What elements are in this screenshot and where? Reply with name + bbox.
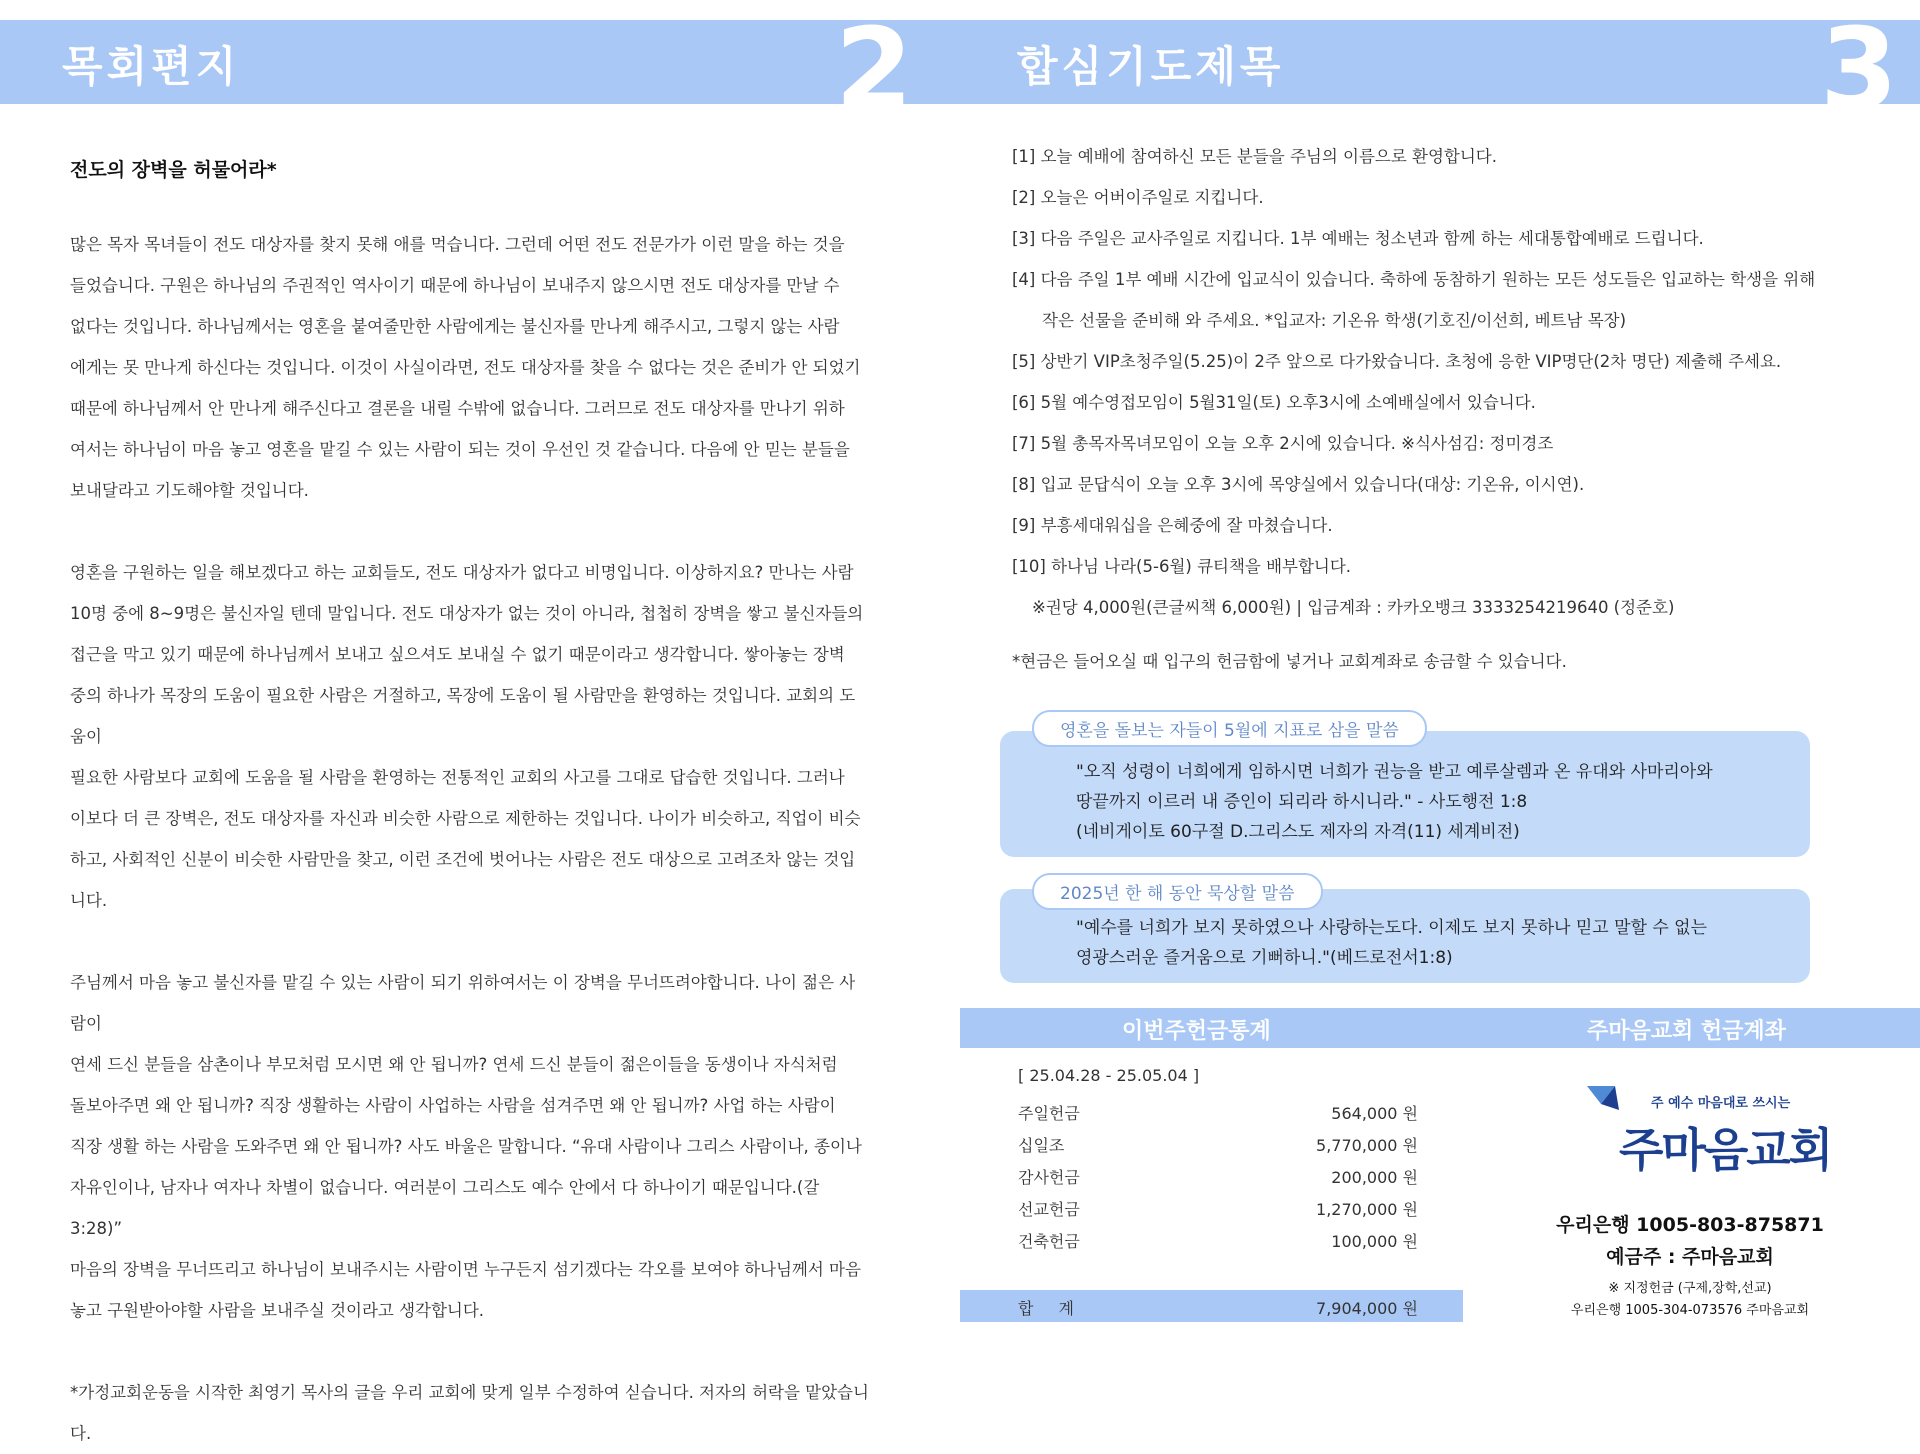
pastoral-letter (70, 155, 870, 1454)
letter-paragraph-2: 영혼을 구원하는 일을 해보겠다고 하는 교회들도, 전도 대상자가 없다고 비명입니다. 이상하지요? 만나는 사람 10명 중에 8~9명은 불신자일 텐데 말입니다. 전도 대상자가 없는 것이 아니라, 첩첩히 장벽을 쌓고 불신자들의 접근을 막고 있기 때문에 하나님께서 보내고 싶으셔도 보내실 수 없기 때문이라고 생각합니다. 쌓아놓는 장벽 중의 하나가 목장의 도움이 필요한 사람은 거절하고, 목장에 도움이 될 사람만을 환영하는 것입니다. 교회의 도움이 필요한 사람보다 교회에 도움을 될 사람을 환영하는 전통적인 교회의 사고를 그대로 답습한 것입니다. 그러나 이보다 더 큰 장벽은, 전도 대상자를 자신과 비슷한 사람으로 제한하는 것입니다. 나이가 비슷하고, 직업이 비슷 하고, 사회적인 신분이 비슷한 사람만을 찾고, 이런 조건에 벗어나는 사람은 전도 대상으로 고려조차 않는 것입니다. (70, 563, 864, 910)
stats-row-label: 감사헌금 (1018, 1168, 1080, 1187)
bank-account: 우리은행 1005-803-875871 (1556, 1214, 1824, 1236)
left-banner-title: 목회편지 (62, 42, 241, 91)
stats-row-label: 주일헌금 (1018, 1104, 1080, 1123)
church-logo (1585, 1080, 1832, 1177)
prayer-item: ※권당 4,000원(큰글씨책 6,000원) | 입금계좌 : 카카오뱅크 3333254219640 (정준호) (1032, 598, 1675, 617)
letter-title: 전도의 장벽을 허물어라* (70, 159, 277, 181)
verse-may-tab: 영혼을 돌보는 자들이 5월에 지표로 삼을 말씀 (1032, 710, 1427, 747)
designated-offering-note: ※ 지정헌금 (구제,장학,선교) (1608, 1281, 1772, 1296)
prayer-item: [9] 부흥세대워십을 은혜중에 잘 마쳤습니다. (1012, 516, 1333, 535)
stats-row-value: 5,770,000 원 (1316, 1136, 1418, 1155)
account-title: 주마음교회 헌금계좌 (1587, 1018, 1786, 1044)
stats-row-label: 십일조 (1018, 1136, 1065, 1155)
logo-subtitle: 주 예수 마음대로 쓰시는 (1651, 1096, 1791, 1111)
right-page-number: 3 (1820, 5, 1898, 135)
prayer-item: [1] 오늘 예배에 참여하신 모든 분들을 주님의 이름으로 환영합니다. (1012, 147, 1497, 166)
stats-total-value: 7,904,000 원 (1316, 1299, 1418, 1318)
verse-year-tab: 2025년 한 해 동안 묵상할 말씀 (1032, 873, 1323, 910)
prayer-item: [5] 상반기 VIP초청주일(5.25)이 2주 앞으로 다가왔습니다. 초청에 응한 VIP명단(2차 명단) 제출해 주세요. (1012, 352, 1782, 371)
stats-total-row (960, 1290, 1463, 1322)
prayer-list (1012, 136, 1842, 628)
logo-wordmark: 주마음교회 (1619, 1123, 1832, 1177)
stats-row-value: 100,000 원 (1331, 1232, 1418, 1251)
stats-total-label: 합 계 (1018, 1299, 1084, 1318)
stats-table (1018, 1101, 1418, 1261)
prayer-item: [6] 5월 예수영접모임이 5월31일(토) 오후3시에 소예배실에서 있습니다. (1012, 393, 1536, 412)
stats-header-bar (960, 1008, 1920, 1048)
verse-box-may (1000, 731, 1810, 857)
letter-paragraph-1: 많은 목자 목녀들이 전도 대상자를 찾지 못해 애를 먹습니다. 그런데 어떤 전도 전문가가 이런 말을 하는 것을 들었습니다. 구원은 하나님의 주권적인 역사이기 때문에 하나님이 보내주지 않으시면 전도 대상자를 만날 수 없다는 것입니다. 하나님께서는 영혼을 붙여줄만한 사람에게는 불신자를 만나게 해주시고, 그렇지 않는 사람 에게는 못 만나게 하신다는 것입니다. 이것이 사실이라면, 전도 대상자를 찾을 수 없다는 것은 준비가 안 되었기 때문에 하나님께서 안 만나게 해주신다고 결론을 내릴 수밖에 없습니다. 그러므로 전도 대상자를 만나기 위하 여서는 하나님이 마음 놓고 영혼을 맡길 수 있는 사람이 되는 것이 우선인 것 같습니다. 다음에 안 믿는 분들을 보내달라고 기도해야할 것입니다. (70, 235, 861, 500)
verse-may-text: "오직 성령이 너희에게 임하시면 너희가 권능을 받고 예루살렘과 온 유대와 사마리아와 땅끝까지 이르러 내 증인이 되리라 하시니라." - 사도행전 1:8 (네비게이토 60구절 D.그리스도 제자의 자격(11) 세계비전) (1076, 762, 1713, 842)
prayer-item: [3] 다음 주일은 교사주일로 지킵니다. 1부 예배는 청소년과 함께 하는 세대통합예배로 드립니다. (1012, 229, 1704, 248)
stats-period: [ 25.04.28 - 25.05.04 ] (1018, 1066, 1200, 1085)
stats-row-value: 564,000 원 (1331, 1104, 1418, 1123)
stats-row-label: 선교헌금 (1018, 1200, 1080, 1219)
stats-title: 이번주헌금통계 (1122, 1018, 1271, 1044)
left-page-number: 2 (835, 5, 913, 135)
account-holder: 예금주 : 주마음교회 (1606, 1246, 1774, 1268)
stats-row-value: 200,000 원 (1331, 1168, 1418, 1187)
prayer-item: [10] 하나님 나라(5-6월) 큐티책을 배부합니다. (1012, 557, 1352, 576)
stats-row (1018, 1133, 1418, 1165)
prayer-item: [8] 입교 문답식이 오늘 오후 3시에 목양실에서 있습니다(대상: 기온유, 이시연). (1012, 475, 1585, 494)
cash-note: *현금은 들어오실 때 입구의 헌금함에 넣거나 교회계좌로 송금할 수 있습니다. (1012, 652, 1567, 671)
verse-year-text: "예수를 너희가 보지 못하였으나 사랑하는도다. 이제도 보지 못하나 믿고 말할 수 없는 영광스러운 즐거움으로 기뻐하니."(베드로전서1:8) (1076, 918, 1708, 968)
letter-paragraph-3: 주님께서 마음 놓고 불신자를 맡길 수 있는 사람이 되기 위하여서는 이 장벽을 무너뜨려야합니다. 나이 젊은 사람이 연세 드신 분들을 삼촌이나 부모처럼 모시면 왜 안 됩니까? 연세 드신 분들이 젊은이들을 동생이나 자식처럼 돌보아주면 왜 안 됩니까? 직장 생활하는 사람이 사업하는 사람을 섬겨주면 왜 안 됩니까? 사업 하는 사람이 직장 생활 하는 사람을 도와주면 왜 안 됩니까? 사도 바울은 말합니다. “유대 사람이나 그리스 사람이나, 종이나 자유인이나, 남자나 여자나 차별이 없습니다. 여러분이 그리스도 예수 안에서 다 하나이기 때문입니다.(갈 3:28)” 마음의 장벽을 무너뜨리고 하나님이 보내주시는 사람이면 누구든지 섬기겠다는 각오를 보여야 하나님께서 마음 놓고 구원받아야할 사람을 보내주실 것이라고 생각합니다. (70, 973, 862, 1320)
prayer-item: [2] 오늘은 어버이주일로 지킵니다. (1012, 188, 1264, 207)
right-banner-title: 합심기도제목 (1017, 42, 1285, 91)
designated-account: 우리은행 1005-304-073576 주마음교회 (1570, 1303, 1810, 1318)
prayer-item: [7] 5월 총목자목녀모임이 오늘 오후 2시에 있습니다. ※식사섬김: 정미경조 (1012, 434, 1554, 453)
stats-row (1018, 1229, 1418, 1261)
letter-footnote: *가정교회운동을 시작한 최영기 목사의 글을 우리 교회에 맞게 일부 수정하여 싣습니다. 저자의 허락을 맡았습니다. (70, 1383, 869, 1443)
stats-row (1018, 1197, 1418, 1229)
prayer-item: 작은 선물을 준비해 와 주세요. *입교자: 기온유 학생(기호진/이선희, 베트남 목장) (1042, 311, 1627, 330)
stats-row-label: 건축헌금 (1018, 1232, 1080, 1251)
stats-row (1018, 1165, 1418, 1197)
stats-row-value: 1,270,000 원 (1316, 1200, 1418, 1219)
prayer-item: [4] 다음 주일 1부 예배 시간에 입교식이 있습니다. 축하에 동참하기 원하는 모든 성도들은 입교하는 학생을 위해 (1012, 270, 1816, 289)
stats-row (1018, 1101, 1418, 1133)
